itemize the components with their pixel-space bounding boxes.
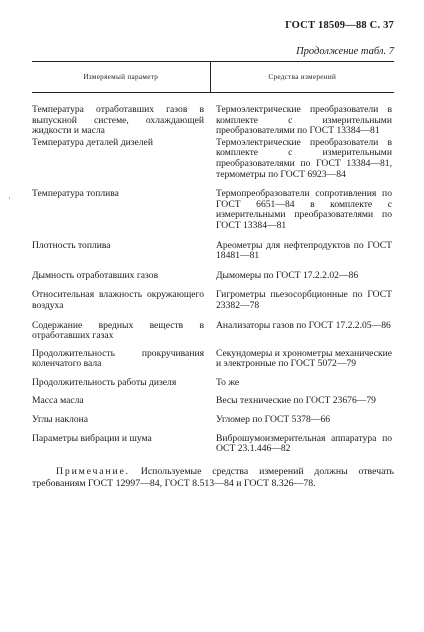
means-cell: Угломер по ГОСТ 5378—66: [216, 414, 331, 426]
table-row: [32, 232, 394, 262]
means-cell: Термопреобразователи сопротивления по ГОСТ 6651—84 в комплекте с измерительными преобразователями по ГОСТ 13384—81: [216, 188, 392, 231]
table-continuation-label: Продолжение табл. 7: [296, 46, 394, 57]
parameter-cell: Масса масла: [32, 395, 84, 407]
note-text: Используемые средства измерений должны отвечать требованиям ГОСТ 12997—84, ГОСТ 8.513—84 и ГОСТ 8.326—78.: [32, 466, 395, 489]
parameter-cell: Температура отработавших газов в выпускной системе, охлаждающей жидкости и масла: [32, 104, 204, 137]
table-row: [32, 262, 394, 282]
table-row: [32, 281, 394, 311]
means-cell: Гигрометры пьезосорбционные по ГОСТ 23382—78: [216, 289, 392, 311]
means-cell: Анализаторы газов по ГОСТ 17.2.2.05—86: [216, 319, 391, 331]
table-row: [32, 407, 394, 426]
table-row: [32, 342, 394, 370]
means-cell: Виброшумоизмерительная аппаратура по ОСТ 23.1.446—82: [216, 432, 392, 455]
table-row: [32, 426, 394, 455]
means-cell: Термоэлектрические преобразователи в комплекте с измерительными преобразователями по ГОСТ 13384—81: [216, 104, 392, 137]
means-cell: Дымомеры по ГОСТ 17.2.2.02—86: [216, 269, 359, 281]
column-header-means: Средства измерений: [210, 62, 394, 93]
parameter-cell: Углы наклона: [32, 414, 89, 426]
column-header-parameter: Измеряемый параметр: [32, 62, 210, 93]
measurement-table: [32, 61, 394, 455]
parameter-cell: Параметры вибрации и шума: [32, 432, 152, 444]
means-cell: Весы технические по ГОСТ 23676—79: [216, 395, 376, 407]
table-row: [32, 388, 394, 407]
parameter-cell: Содержание вредных веществ в отработавших газах: [32, 319, 204, 342]
means-cell: То же: [216, 376, 240, 388]
table-row: [32, 93, 394, 137]
parameter-cell: Плотность топлива: [32, 239, 111, 251]
margin-mark: ·: [8, 193, 11, 203]
table-row: [32, 137, 394, 180]
parameter-cell: Температура топлива: [32, 188, 119, 200]
note-label: Примечание.: [56, 466, 130, 477]
means-cell: Секундомеры и хронометры механические и электронные по ГОСТ 5072—79: [216, 347, 392, 370]
parameter-cell: Дымность отработавших газов: [32, 269, 159, 281]
means-cell: Термоэлектрические преобразователи в комплекте с измерительными преобразователями по ГОСТ 13384—81, термометры по ГОСТ 6923—84: [216, 136, 392, 180]
parameter-cell: Продолжительность прокручивания коленчатого вала: [32, 347, 204, 370]
parameter-cell: Продолжительность работы дизеля: [32, 376, 177, 388]
page-header: ГОСТ 18509—88 С. 37: [285, 20, 394, 31]
means-cell: Ареометры для нефтепродуктов по ГОСТ 18481—81: [216, 239, 392, 262]
table-row: [32, 370, 394, 389]
parameter-cell: Температура деталей дизелей: [32, 136, 153, 148]
table-row: [32, 180, 394, 231]
table-row: [32, 312, 394, 342]
table-header-row: [32, 62, 394, 93]
parameter-cell: Относительная влажность окружающего воздуха: [32, 289, 204, 311]
table-note: [32, 466, 394, 489]
